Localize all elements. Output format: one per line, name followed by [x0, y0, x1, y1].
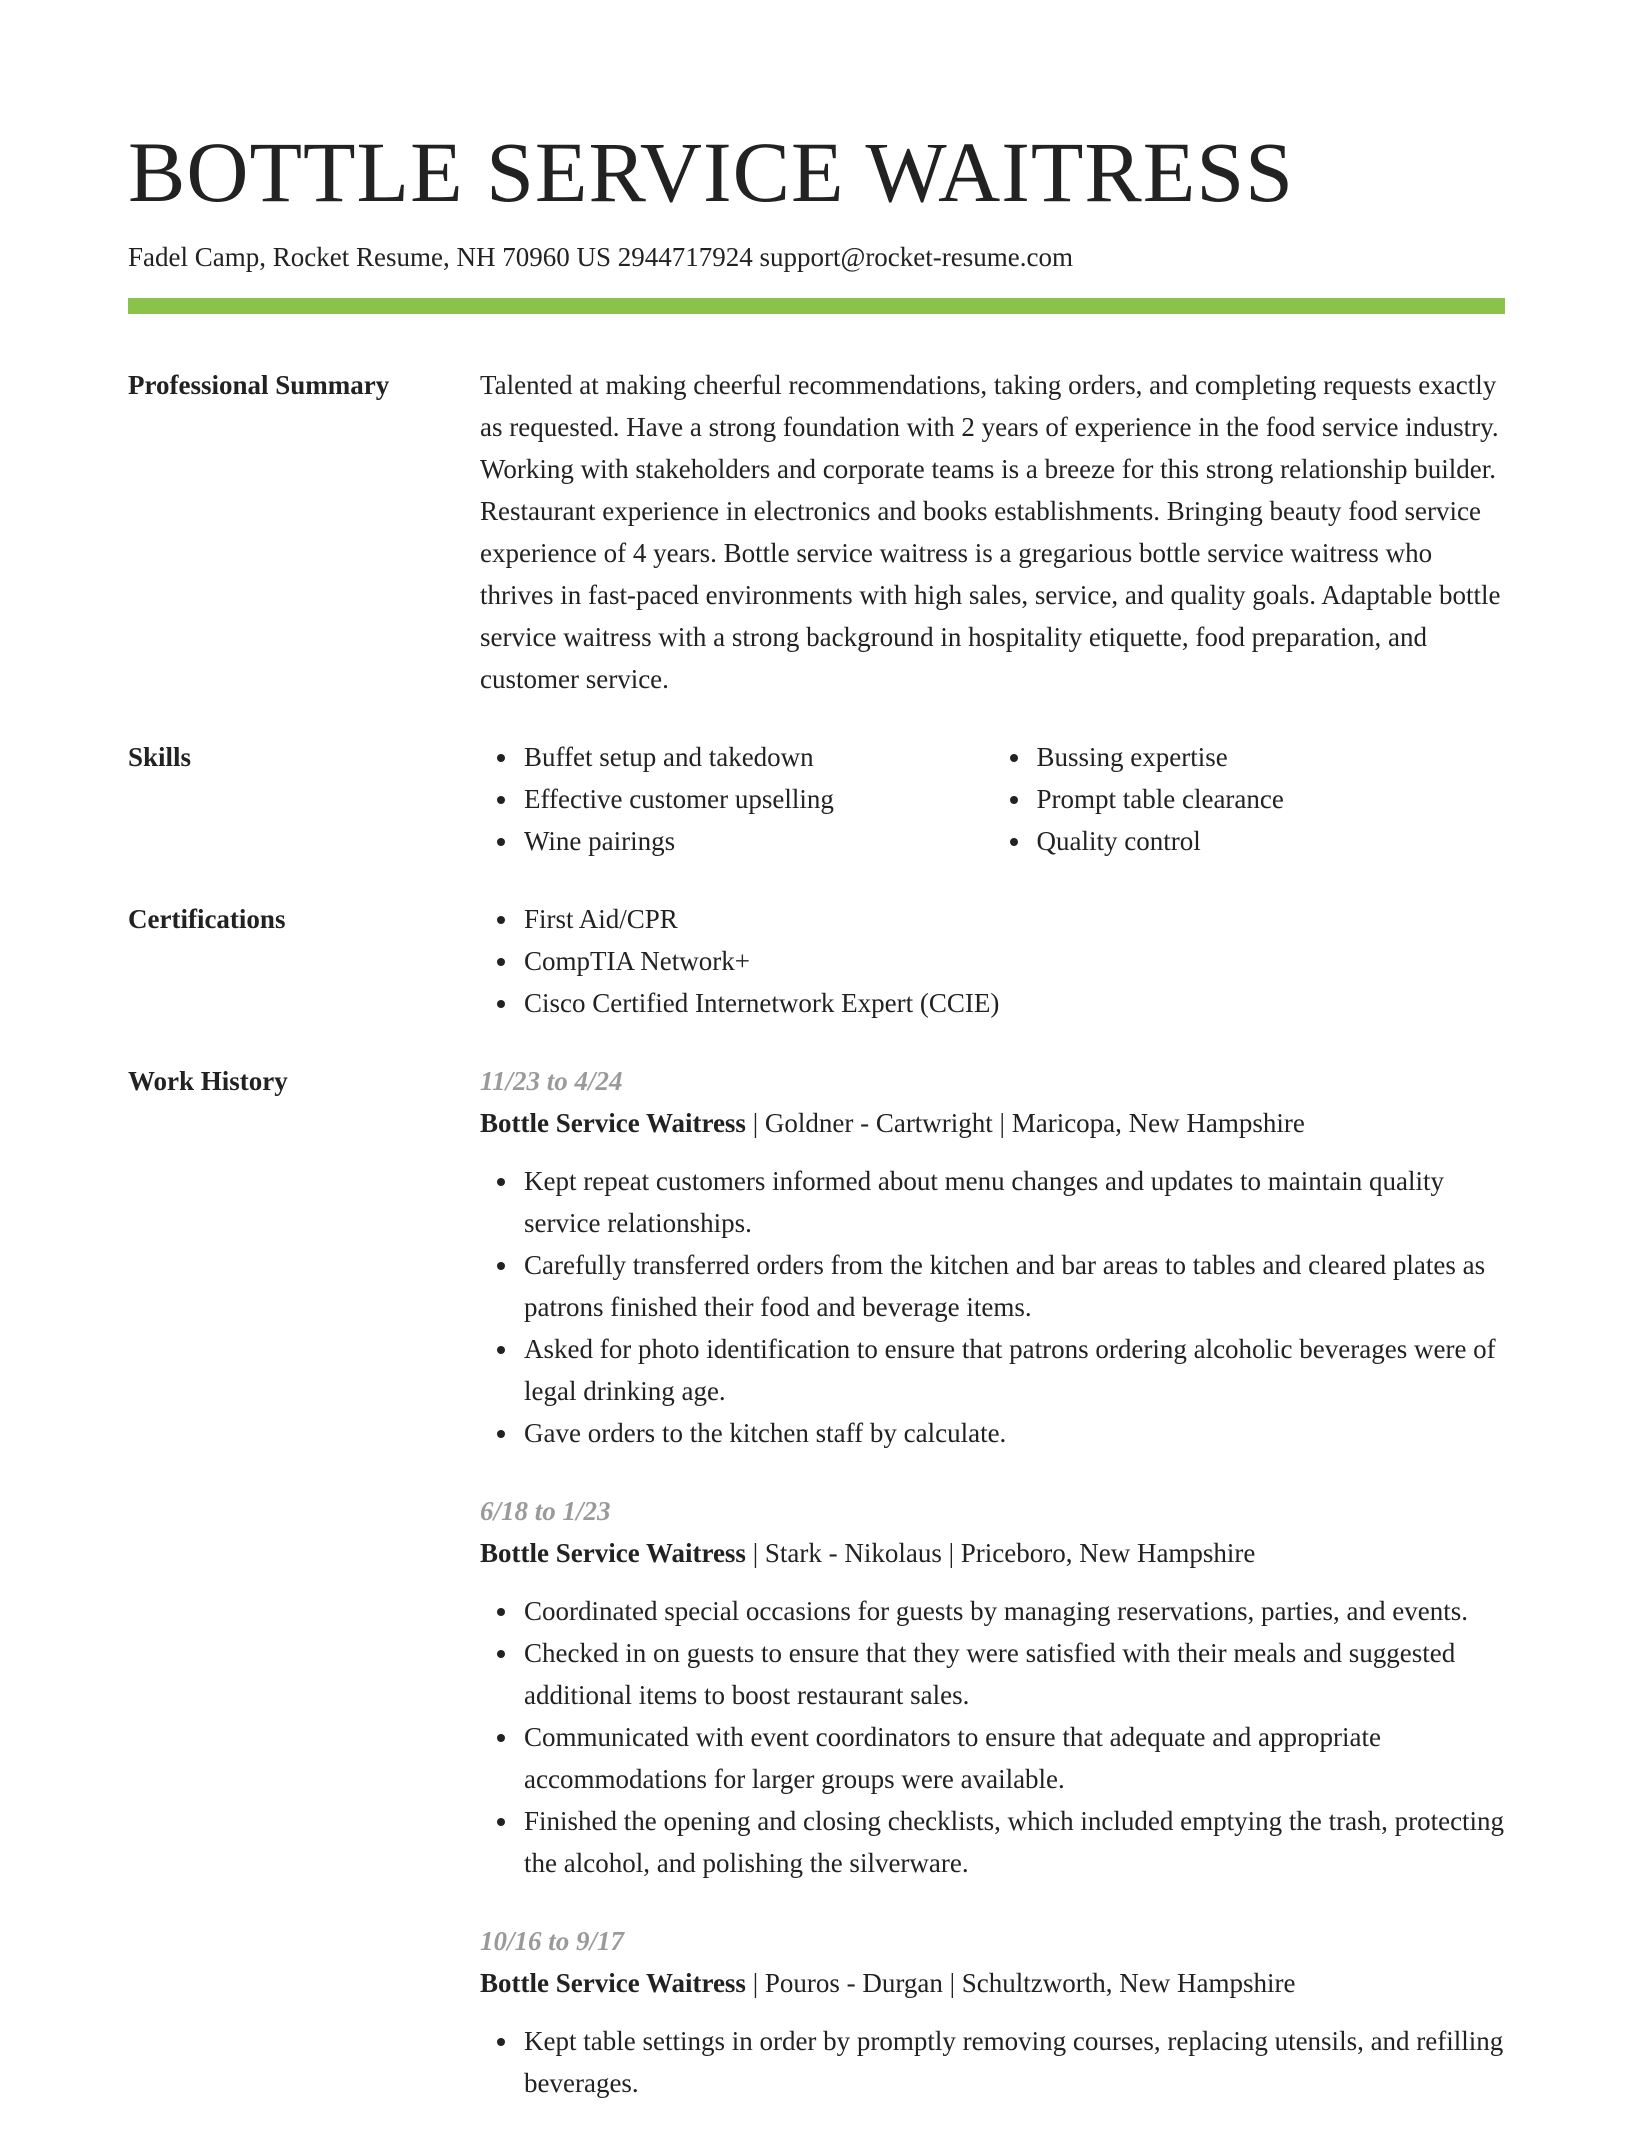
skills-section	[128, 736, 1505, 862]
job-dates: 10/16 to 9/17	[480, 1926, 625, 1956]
job-entry	[480, 1490, 1505, 1884]
job-duty: Asked for photo identification to ensure that patrons ordering alcoholic beverages were of legal drinking age.	[524, 1328, 1505, 1412]
skill-item: Quality control	[1037, 820, 1506, 862]
work-history-heading: Work History	[128, 1066, 288, 1096]
certifications-heading: Certifications	[128, 904, 286, 934]
certification-item: Cisco Certified Internetwork Expert (CCIE)	[524, 982, 1505, 1024]
resume-name: BOTTLE SERVICE WAITRESS	[128, 124, 1294, 220]
job-duty: Coordinated special occasions for guests by managing reservations, parties, and events.	[524, 1590, 1505, 1632]
accent-divider	[128, 298, 1505, 314]
job-title: Bottle Service Waitress	[480, 1538, 746, 1568]
job-title-line	[480, 1532, 1505, 1574]
job-duties-list	[480, 2020, 1505, 2104]
certification-item: CompTIA Network+	[524, 940, 1505, 982]
job-duty: Finished the opening and closing checklists, which included emptying the trash, protecting the alcohol, and polishing the silverware.	[524, 1800, 1505, 1884]
skills-list-right	[993, 736, 1506, 862]
job-title-line	[480, 1962, 1505, 2004]
job-employer-location: | Pouros - Durgan | Schultzworth, New Hampshire	[745, 1968, 1296, 1998]
job-duty: Kept repeat customers informed about menu changes and updates to maintain quality service relationships.	[524, 1160, 1505, 1244]
skill-item: Effective customer upselling	[524, 778, 993, 820]
job-entry	[480, 1920, 1505, 2104]
resume-page	[128, 0, 1505, 2140]
job-duty: Carefully transferred orders from the kitchen and bar areas to tables and cleared plates as patrons finished their food and beverage items.	[524, 1244, 1505, 1328]
job-entry	[480, 1060, 1505, 1454]
summary-section	[128, 364, 1505, 700]
skill-item: Buffet setup and takedown	[524, 736, 993, 778]
job-title: Bottle Service Waitress	[480, 1108, 746, 1138]
skill-item: Prompt table clearance	[1037, 778, 1506, 820]
work-history-section	[128, 1060, 1505, 2140]
job-dates: 6/18 to 1/23	[480, 1496, 611, 1526]
skill-item: Bussing expertise	[1037, 736, 1506, 778]
job-duty: Kept table settings in order by promptly removing courses, replacing utensils, and refilling beverages.	[524, 2020, 1505, 2104]
summary-text: Talented at making cheerful recommendations, taking orders, and completing requests exactly as requested. Have a strong foundation with 2 years of experience in the food service industry. Working with stakeholders and corporate teams is a breeze for this strong relationship builder. Restaurant experience in electronics and books establishments. Bringing beauty food service experience of 4 years. Bottle service waitress is a gregarious bottle service waitress who thrives in fast-paced environments with high sales, service, and quality goals. Adaptable bottle service waitress with a strong background in hospitality etiquette, food preparation, and customer service.	[480, 370, 1501, 694]
job-title: Bottle Service Waitress	[480, 1968, 746, 1998]
skill-item: Wine pairings	[524, 820, 993, 862]
certifications-section	[128, 898, 1505, 1024]
job-duties-list	[480, 1590, 1505, 1884]
skills-heading: Skills	[128, 742, 192, 772]
skills-list-left	[480, 736, 993, 862]
job-duty: Communicated with event coordinators to ensure that adequate and appropriate accommodations for larger groups were available.	[524, 1716, 1505, 1800]
job-employer-location: | Goldner - Cartwright | Maricopa, New Hampshire	[745, 1108, 1305, 1138]
job-title-line	[480, 1102, 1505, 1144]
contact-line: Fadel Camp, Rocket Resume, NH 70960 US 2944717924 support@rocket-resume.com	[128, 242, 1073, 272]
job-dates: 11/23 to 4/24	[480, 1066, 623, 1096]
job-employer-location: | Stark - Nikolaus | Priceboro, New Hampshire	[745, 1538, 1256, 1568]
job-duties-list	[480, 1160, 1505, 1454]
certification-item: First Aid/CPR	[524, 898, 1505, 940]
job-duty: Checked in on guests to ensure that they were satisfied with their meals and suggested additional items to boost restaurant sales.	[524, 1632, 1505, 1716]
certifications-list	[480, 898, 1505, 1024]
summary-heading: Professional Summary	[128, 370, 390, 400]
job-duty: Gave orders to the kitchen staff by calculate.	[524, 1412, 1505, 1454]
